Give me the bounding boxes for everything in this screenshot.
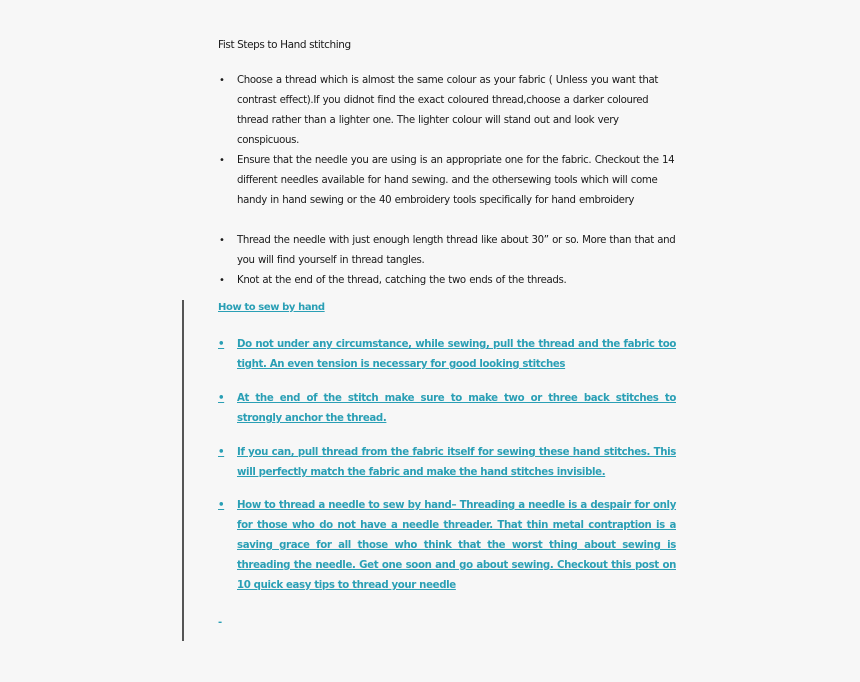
bullet-icon: • [218,393,225,404]
bullet-icon: • [219,235,225,246]
link-text[interactable]: Do not under any circumstance, while sewing, pull the thread and the fabric too tight. An even tension is necessary for good looking stitches [237,339,676,370]
list-item [218,231,678,271]
step-text: Choose a thread which is almost the same colour as your fabric ( Unless you want that contrast effect).If you didnot find the exact coloured thread,choose a darker coloured thread rather than a lighter one. The lighter colour will stand out and look very conspicuous. [237,75,659,146]
bullet-icon: • [219,275,225,286]
how-to-sew-link[interactable]: How to sew by hand [218,302,325,313]
bullet-icon: • [219,75,225,86]
list-item [218,271,678,291]
trailing-link-mark[interactable]: - [218,617,223,628]
link-list-item[interactable] [218,443,676,483]
link-text[interactable]: If you can, pull thread from the fabric itself for sewing these hand stitches. This will perfectly match the fabric and make the hand stitches invisible. [237,447,676,478]
bullet-icon: • [218,339,225,350]
link-text[interactable]: At the end of the stitch make sure to make two or three back stitches to strongly anchor the thread. [237,393,676,424]
list-item [218,71,678,151]
step-text: Knot at the end of the thread, catching the two ends of the threads. [237,275,567,286]
link-list-item[interactable] [218,389,676,429]
steps-list [218,71,678,211]
bullet-icon: • [218,500,225,511]
step-text: Thread the needle with just enough length thread like about 30” or so. More than that and you will find yourself in thread tangles. [237,235,676,266]
steps-list-continued [218,231,678,291]
list-item [218,151,678,211]
link-text[interactable]: How to thread a needle to sew by hand– Threading a needle is a despair for only for those who do not have a needle threader. That thin metal contraption is a saving grace for all those who think that the worst thing about sewing is threading the needle. Get one soon and go about sewing. Checkout this post on 10 quick easy tips to thread your needle [237,500,676,591]
bullet-icon: • [218,447,225,458]
change-bar [182,300,184,641]
bullet-icon: • [219,155,225,166]
link-list-item[interactable] [218,335,676,375]
link-list-item[interactable] [218,496,676,596]
step-text: Ensure that the needle you are using is an appropriate one for the fabric. Checkout the 14 different needles available for hand sewing. and the othersewing tools which will come handy in hand sewing or the 40 embroidery tools specifically for hand embroidery [237,155,675,206]
document-title: Fist Steps to Hand stitching [218,39,351,51]
